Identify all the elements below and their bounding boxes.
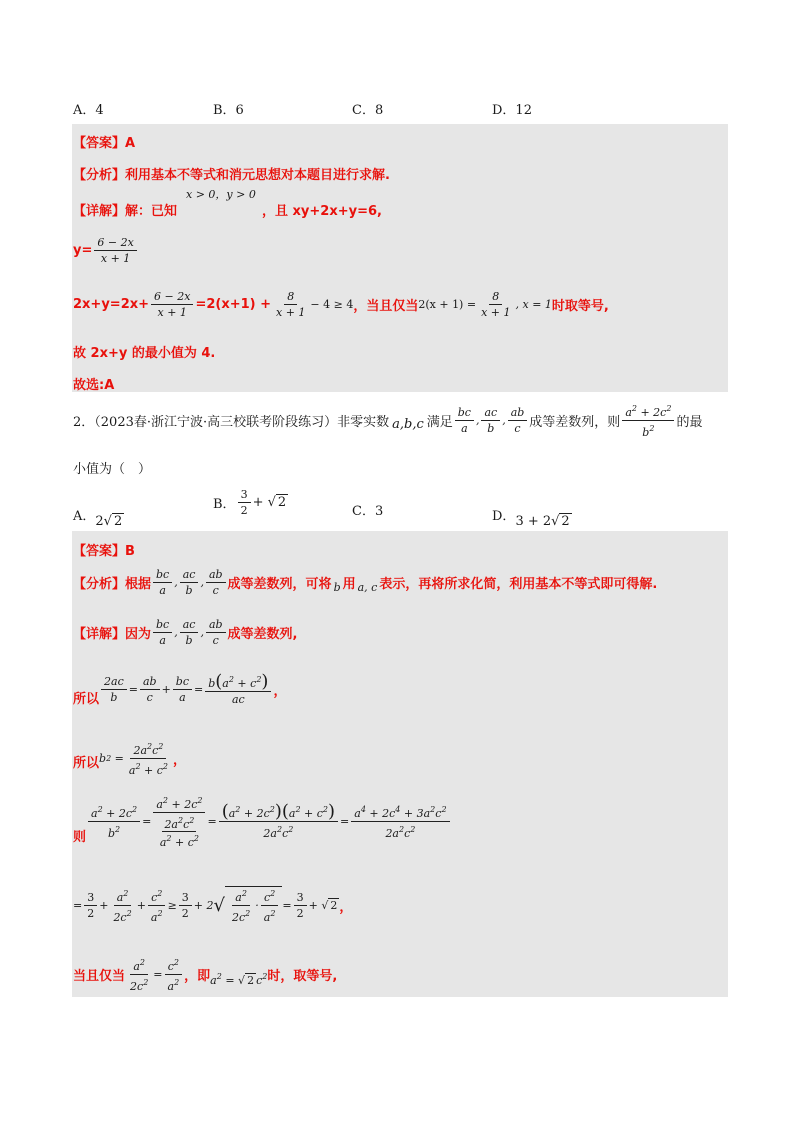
q2-option-a-value: 2√ 2 <box>95 514 123 529</box>
q1-detail-condition: x > 0，y > 0 <box>186 188 256 201</box>
q2-equality-end: 时，取等号, <box>267 969 338 984</box>
q1-line3-frac2-den: x + 1 <box>276 306 306 319</box>
q2-step2-math: b 2 = $\frac{2a^2c^2}{a^2 + c^2}$ <box>99 742 168 777</box>
q1-option-d: D．12 <box>492 103 532 118</box>
q1-line3-frac1-num: 6 − 2x <box>151 290 193 305</box>
q2-step3-math: $\frac{a^2 + 2c^2}{b^2}$ = $a^2 + 2c^2$ $2a^2c^2$ $a^2 + c^2$ = $\frac{(a^2 + 2c^2)(a^2 + c^2)}{2a^2c^2}$ = $\frac{a^4 + 2c^4 + 3a^2c^2}{2a^2c^2}$ <box>86 794 452 849</box>
q2-option-c: C．3 <box>352 504 384 519</box>
q1-line3-frac1-den: x + 1 <box>157 306 187 319</box>
q2-detail-prefix: 【详解】因为 <box>73 627 152 642</box>
q2-step2-comma: ， <box>173 753 187 768</box>
q2-option-a-label: A． <box>73 509 96 524</box>
q2-analysis-end: 表示，再将所求化简，利用基本不等式即可得解. <box>379 577 658 592</box>
q1-line3-frac2-num: 8 <box>284 290 297 305</box>
q2-step4-comma: ， <box>339 899 353 915</box>
q2-option-b-label: B． <box>213 497 236 512</box>
q1-detail-tail: ，且 xy+2x+y=6, <box>262 204 382 219</box>
q2-analysis-yong: 用 <box>342 577 356 592</box>
q1-line3-end: 时取等号, <box>551 299 609 314</box>
q2-step1 <box>73 672 286 707</box>
q1-conclusion: 故 2x+y 的最小值为 4. <box>73 346 216 361</box>
q2-step2-so: 所以 <box>73 756 100 771</box>
q2-equality <box>73 956 337 993</box>
q2-stem-seq-text: 成等差数列，则 <box>529 415 621 430</box>
q1-line3-tail: − 4 ≥ 4 <box>310 298 354 311</box>
q1-y-den: x + 1 <box>100 252 131 265</box>
q1-y-expr <box>73 236 139 265</box>
q1-y-prefix: y= <box>73 243 93 258</box>
q1-line3-when: ，当且仅当 <box>353 299 419 314</box>
q1-option-c: C．8 <box>352 103 384 118</box>
q2-step4 <box>73 886 352 924</box>
q2-detail <box>73 618 298 647</box>
q2-analysis-ac: a, c <box>357 581 378 594</box>
q2-option-b-frac: $\frac{3}{2}$ <box>238 488 251 517</box>
q1-analysis: 【分析】利用基本不等式和消元思想对本题目进行求解. <box>73 168 390 183</box>
q2-option-d <box>492 500 572 529</box>
q1-y-fraction <box>94 236 136 265</box>
q2-step3-ze: 则 <box>73 830 87 845</box>
q2-stem <box>73 402 702 439</box>
q1-line3-frac2 <box>273 290 308 319</box>
q1-y-num: 6 − 2x <box>94 236 136 251</box>
q1-line3-prefix: 2x+y=2x+ <box>73 297 150 312</box>
q2-analysis-prefix: 【分析】根据 <box>73 577 152 592</box>
q2-equality-cond: $\frac{a^2}{2c^2}$ = $\frac{c^2}{a^2}$ <box>125 956 184 993</box>
q2-step1-math: $\frac{2ac}{b}$ = $\frac{ab}{c}$ + $\frac{bc}{a}$ = $\frac{b(a^2 + c^2)}{ac}$ <box>99 673 273 706</box>
q1-line3-frac1 <box>151 290 193 319</box>
q2-analysis <box>73 568 657 597</box>
q2-detail-seq: $\frac{bc}{a}$ , $\frac{ac}{b}$ , $\frac{ab}{c}$ <box>151 618 228 647</box>
q2-option-b-rest: + √ 2 <box>252 495 287 510</box>
q2-answer: 【答案】B <box>73 544 135 559</box>
q1-line3-frac3-num: 8 <box>489 290 502 305</box>
q1-answer: 【答案】A <box>73 136 136 151</box>
q1-detail-line <box>73 200 177 219</box>
q2-analysis-b: b <box>333 581 341 594</box>
q1-line3-frac3 <box>478 290 513 319</box>
q2-option-d-label: D． <box>492 509 516 524</box>
q2-equality-prefix: 当且仅当 <box>73 969 126 984</box>
q2-equality-value: $a^2$ = √ 2 $c^2$ <box>210 972 268 987</box>
q1-line3-frac3-den: x + 1 <box>481 306 511 319</box>
q2-analysis-seq: $\frac{bc}{a}$ , $\frac{ac}{b}$ , $\frac{ab}{c}$ <box>151 568 228 597</box>
q2-stem-mid: 满足 <box>426 415 453 430</box>
q1-line3-mid: =2(x+1) + <box>195 297 271 312</box>
q2-stem-line2: 小值为（ ） <box>73 462 152 477</box>
q2-stem-seq: $\frac{bc}{a}$ , $\frac{ac}{b}$ , $\frac{ab}{c}$ <box>453 406 530 435</box>
q1-line3 <box>73 290 609 319</box>
q2-option-d-value: 3 + 2√ 2 <box>515 514 570 529</box>
q2-option-a <box>73 500 124 529</box>
q2-equality-mid: ，即 <box>184 969 211 984</box>
q2-stem-prefix: 2．（2023春·浙江宁波·高三校联考阶段练习）非零实数 <box>73 415 390 430</box>
q1-option-a: A．4 <box>73 103 104 118</box>
q1-choice: 故选:A <box>73 378 115 393</box>
q1-option-b: B．6 <box>213 103 244 118</box>
q2-step4-math: = $\frac{3}{2}$ + $\frac{a^2}{2c^2}$ + $\frac{c^2}{a^2}$ ≥ $\frac{3}{2}$ + 2 √ $\frac{a^2}{2c^2}$ · $\frac{c^2}{a^2}$ = $\frac{3}{2}$ + √ 2 <box>73 886 339 924</box>
q2-option-b <box>213 488 288 517</box>
q2-stem-end: 的最 <box>676 415 703 430</box>
q2-analysis-mid: 成等差数列，可将 <box>227 577 332 592</box>
q2-step1-comma: ， <box>273 684 287 699</box>
q2-detail-end: 成等差数列, <box>227 627 298 642</box>
q2-stem-target: $\frac{a^2 + 2c^2}{b^2}$ <box>622 402 674 439</box>
q2-step2 <box>73 740 186 777</box>
q1-line3-cond-left: 2(x + 1) = <box>418 298 477 311</box>
q2-step1-so: 所以 <box>73 692 100 707</box>
q1-line3-x1: , x = 1 <box>515 298 552 311</box>
q1-detail-tag: 【详解】解：已知 <box>73 204 178 219</box>
q2-stem-vars: a,b,c <box>392 417 424 432</box>
